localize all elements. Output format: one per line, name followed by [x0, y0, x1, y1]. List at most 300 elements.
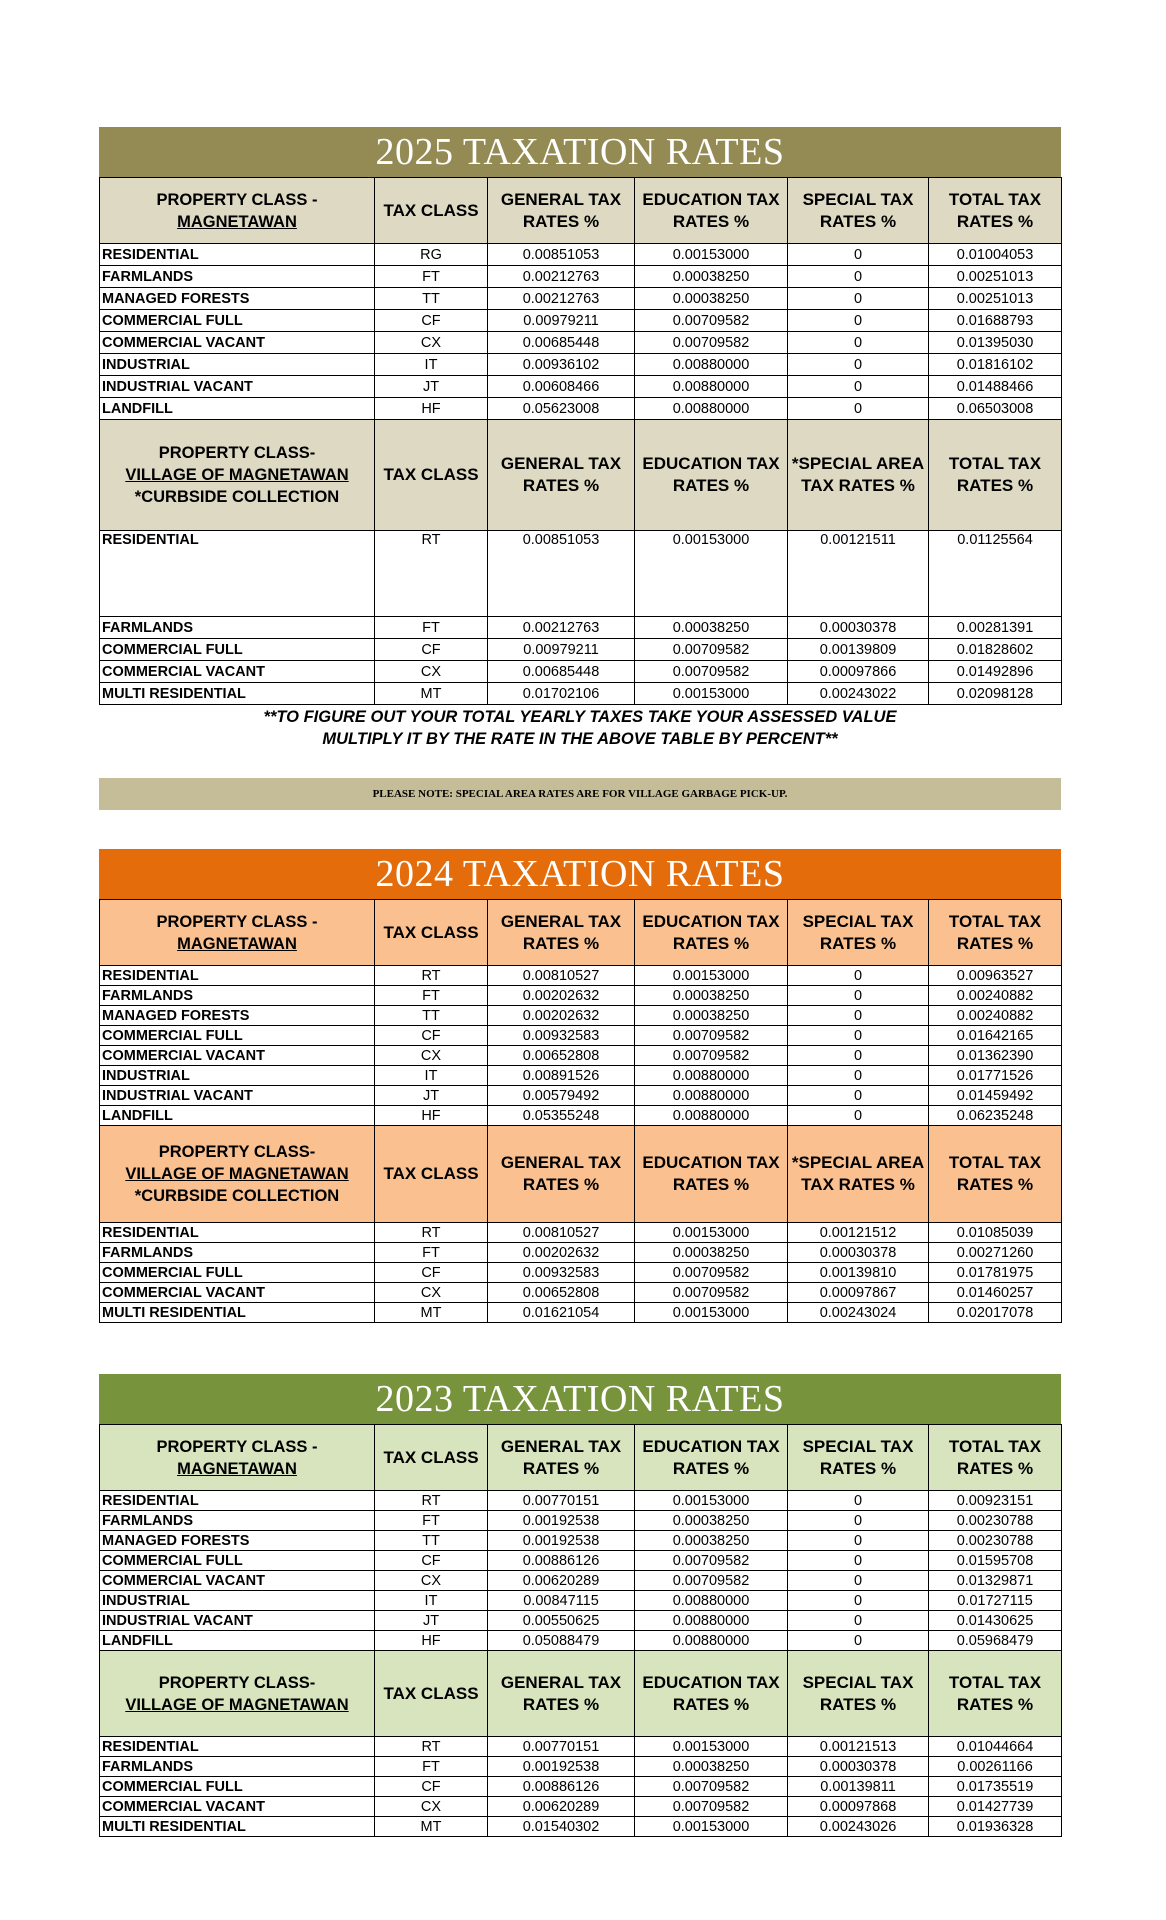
- tax-class-cell: IT: [375, 1591, 488, 1611]
- total-tax-rate-cell: 0.00963527: [929, 966, 1062, 986]
- general-tax-rate-cell: 0.05623008: [488, 398, 635, 420]
- general-tax-rate-cell: 0.00550625: [488, 1611, 635, 1631]
- special-tax-rate-cell: 0: [788, 332, 929, 354]
- general-tax-rate-cell: 0.00770151: [488, 1491, 635, 1511]
- general-tax-rate-cell: 0.00770151: [488, 1737, 635, 1757]
- tax-class-cell: CX: [375, 1046, 488, 1066]
- table-row: [100, 1511, 1062, 1531]
- general-tax-rate-cell: 0.00192538: [488, 1757, 635, 1777]
- general-tax-rate-cell: 0.00932583: [488, 1026, 635, 1046]
- general-tax-rate-cell: 0.00979211: [488, 310, 635, 332]
- table-row: [100, 1066, 1062, 1086]
- property-class-cell: COMMERCIAL FULL: [100, 310, 375, 332]
- property-class-header: PROPERTY CLASS- VILLAGE OF MAGNETAWAN: [100, 1651, 375, 1737]
- education-tax-rate-cell: 0.00709582: [635, 661, 788, 683]
- special-tax-rate-cell: 0: [788, 1491, 929, 1511]
- special-tax-rate-cell: 0: [788, 1046, 929, 1066]
- property-class-cell: MULTI RESIDENTIAL: [100, 1817, 375, 1837]
- total-tax-rate-cell: 0.01362390: [929, 1046, 1062, 1066]
- general-tax-rate-cell: 0.00652808: [488, 1046, 635, 1066]
- special-tax-rate-cell: 0: [788, 986, 929, 1006]
- tax-class-cell: JT: [375, 376, 488, 398]
- education-tax-rate-cell: 0.00880000: [635, 1611, 788, 1631]
- property-class-cell: RESIDENTIAL: [100, 1223, 375, 1243]
- property-class-cell: INDUSTRIAL VACANT: [100, 1086, 375, 1106]
- table-row: [100, 1817, 1062, 1837]
- tax-class-cell: CF: [375, 1026, 488, 1046]
- property-class-cell: RESIDENTIAL: [100, 1737, 375, 1757]
- education-tax-rate-cell: 0.00038250: [635, 1511, 788, 1531]
- total-tax-header: TOTAL TAX RATES %: [929, 1651, 1062, 1737]
- special-tax-rate-cell: 0.00121513: [788, 1737, 929, 1757]
- property-class-cell: RESIDENTIAL: [100, 531, 375, 617]
- table-row: [100, 1797, 1062, 1817]
- education-tax-rate-cell: 0.00153000: [635, 1817, 788, 1837]
- property-class-cell: COMMERCIAL FULL: [100, 1263, 375, 1283]
- table-row: [100, 354, 1062, 376]
- special-tax-rate-cell: 0.00097868: [788, 1797, 929, 1817]
- tax-class-cell: RT: [375, 1737, 488, 1757]
- special-tax-rate-cell: 0: [788, 1551, 929, 1571]
- total-tax-rate-cell: 0.01781975: [929, 1263, 1062, 1283]
- total-tax-rate-cell: 0.01727115: [929, 1591, 1062, 1611]
- general-tax-rate-cell: 0.00212763: [488, 288, 635, 310]
- general-tax-rate-cell: 0.01702106: [488, 683, 635, 705]
- special-tax-rate-cell: 0: [788, 1026, 929, 1046]
- total-tax-rate-cell: 0.01430625: [929, 1611, 1062, 1631]
- table-row: [100, 288, 1062, 310]
- tax-class-cell: RT: [375, 1223, 488, 1243]
- general-tax-rate-cell: 0.00579492: [488, 1086, 635, 1106]
- education-tax-rate-cell: 0.00153000: [635, 683, 788, 705]
- special-tax-rate-cell: 0: [788, 266, 929, 288]
- total-tax-rate-cell: 0.01595708: [929, 1551, 1062, 1571]
- property-class-header: PROPERTY CLASS- VILLAGE OF MAGNETAWAN *CURBSIDE COLLECTION: [100, 1126, 375, 1223]
- education-tax-rate-cell: 0.00153000: [635, 531, 788, 617]
- total-tax-rate-cell: 0.01459492: [929, 1086, 1062, 1106]
- total-tax-rate-cell: 0.01642165: [929, 1026, 1062, 1046]
- general-tax-rate-cell: 0.00810527: [488, 1223, 635, 1243]
- property-class-cell: COMMERCIAL FULL: [100, 1026, 375, 1046]
- tax-class-cell: RG: [375, 244, 488, 266]
- special-tax-rate-cell: 0.00139809: [788, 639, 929, 661]
- education-tax-rate-cell: 0.00153000: [635, 1303, 788, 1323]
- tax-class-cell: TT: [375, 1006, 488, 1026]
- total-tax-rate-cell: 0.01936328: [929, 1817, 1062, 1837]
- special-tax-rate-cell: 0.00139810: [788, 1263, 929, 1283]
- table-row: [100, 1611, 1062, 1631]
- tax-class-cell: RT: [375, 531, 488, 617]
- general-tax-rate-cell: 0.00192538: [488, 1511, 635, 1531]
- total-tax-rate-cell: 0.00251013: [929, 288, 1062, 310]
- tax-class-header: TAX CLASS: [375, 420, 488, 531]
- table-row: [100, 1591, 1062, 1611]
- property-class-cell: COMMERCIAL FULL: [100, 1777, 375, 1797]
- general-tax-rate-cell: 0.00932583: [488, 1263, 635, 1283]
- table-row: [100, 639, 1062, 661]
- general-tax-rate-cell: 0.00847115: [488, 1591, 635, 1611]
- table-row: [100, 1777, 1062, 1797]
- header-row: [100, 1425, 1062, 1491]
- special-tax-rate-cell: 0.00121511: [788, 531, 929, 617]
- section-title-2024: 2024 TAXATION RATES: [99, 849, 1061, 899]
- header-row: [100, 178, 1062, 244]
- education-tax-rate-cell: 0.00709582: [635, 310, 788, 332]
- instructions-note: [99, 706, 1061, 750]
- total-tax-rate-cell: 0.00923151: [929, 1491, 1062, 1511]
- special-tax-rate-cell: 0: [788, 1006, 929, 1026]
- special-tax-rate-cell: 0: [788, 1611, 929, 1631]
- table-row: [100, 376, 1062, 398]
- tax-class-cell: RT: [375, 966, 488, 986]
- general-tax-rate-cell: 0.00851053: [488, 244, 635, 266]
- table-row: [100, 1303, 1062, 1323]
- education-tax-header: EDUCATION TAX RATES %: [635, 900, 788, 966]
- general-tax-rate-cell: 0.05088479: [488, 1631, 635, 1651]
- special-tax-header: SPECIAL TAX RATES %: [788, 1425, 929, 1491]
- tax-class-cell: CF: [375, 639, 488, 661]
- property-class-cell: FARMLANDS: [100, 986, 375, 1006]
- table-row: [100, 266, 1062, 288]
- general-tax-rate-cell: 0.00685448: [488, 332, 635, 354]
- total-tax-rate-cell: 0.05968479: [929, 1631, 1062, 1651]
- property-class-cell: INDUSTRIAL VACANT: [100, 1611, 375, 1631]
- property-class-cell: COMMERCIAL VACANT: [100, 1571, 375, 1591]
- tax-class-cell: FT: [375, 617, 488, 639]
- education-tax-rate-cell: 0.00038250: [635, 617, 788, 639]
- special-tax-rate-cell: 0.00139811: [788, 1777, 929, 1797]
- education-tax-rate-cell: 0.00038250: [635, 986, 788, 1006]
- table-row: [100, 1106, 1062, 1126]
- table-row: [100, 1046, 1062, 1066]
- table-row: [100, 244, 1062, 266]
- total-tax-rate-cell: 0.01735519: [929, 1777, 1062, 1797]
- tax-class-cell: FT: [375, 266, 488, 288]
- special-tax-rate-cell: 0: [788, 354, 929, 376]
- tax-class-cell: TT: [375, 288, 488, 310]
- total-tax-rate-cell: 0.00281391: [929, 617, 1062, 639]
- general-tax-rate-cell: 0.00685448: [488, 661, 635, 683]
- special-tax-rate-cell: 0: [788, 1086, 929, 1106]
- total-tax-rate-cell: 0.01688793: [929, 310, 1062, 332]
- general-tax-rate-cell: 0.00212763: [488, 617, 635, 639]
- property-class-cell: MULTI RESIDENTIAL: [100, 1303, 375, 1323]
- special-area-note-bar: PLEASE NOTE: SPECIAL AREA RATES ARE FOR VILLAGE GARBAGE PICK-UP.: [99, 778, 1061, 810]
- rates-table-2025: [99, 177, 1062, 705]
- education-tax-rate-cell: 0.00880000: [635, 1106, 788, 1126]
- education-tax-header: EDUCATION TAX RATES %: [635, 178, 788, 244]
- property-class-header: PROPERTY CLASS- VILLAGE OF MAGNETAWAN *CURBSIDE COLLECTION: [100, 420, 375, 531]
- tax-class-cell: CF: [375, 1777, 488, 1797]
- special-tax-rate-cell: 0: [788, 1531, 929, 1551]
- property-class-cell: COMMERCIAL VACANT: [100, 661, 375, 683]
- special-tax-rate-cell: 0: [788, 398, 929, 420]
- table-row: [100, 986, 1062, 1006]
- tax-class-cell: CX: [375, 661, 488, 683]
- total-tax-rate-cell: 0.02017078: [929, 1303, 1062, 1323]
- general-tax-rate-cell: 0.00620289: [488, 1571, 635, 1591]
- general-tax-header: GENERAL TAX RATES %: [488, 1651, 635, 1737]
- table-row: [100, 1631, 1062, 1651]
- education-tax-rate-cell: 0.00880000: [635, 1086, 788, 1106]
- instructions-line-1: **TO FIGURE OUT YOUR TOTAL YEARLY TAXES TAKE YOUR ASSESSED VALUE: [263, 708, 897, 726]
- property-class-cell: FARMLANDS: [100, 1243, 375, 1263]
- property-class-cell: FARMLANDS: [100, 617, 375, 639]
- tax-class-cell: MT: [375, 1817, 488, 1837]
- tax-class-cell: MT: [375, 1303, 488, 1323]
- property-class-cell: MULTI RESIDENTIAL: [100, 683, 375, 705]
- tax-class-header: TAX CLASS: [375, 1425, 488, 1491]
- education-tax-rate-cell: 0.00153000: [635, 1737, 788, 1757]
- special-tax-rate-cell: 0: [788, 966, 929, 986]
- tax-class-header: TAX CLASS: [375, 178, 488, 244]
- tax-class-cell: IT: [375, 354, 488, 376]
- property-class-cell: MANAGED FORESTS: [100, 1531, 375, 1551]
- general-tax-rate-cell: 0.00851053: [488, 531, 635, 617]
- general-tax-header: GENERAL TAX RATES %: [488, 1425, 635, 1491]
- education-tax-rate-cell: 0.00038250: [635, 1757, 788, 1777]
- general-tax-rate-cell: 0.00652808: [488, 1283, 635, 1303]
- tax-class-cell: IT: [375, 1066, 488, 1086]
- tax-class-cell: FT: [375, 1243, 488, 1263]
- education-tax-rate-cell: 0.00038250: [635, 266, 788, 288]
- property-class-cell: INDUSTRIAL: [100, 1591, 375, 1611]
- education-tax-rate-cell: 0.00709582: [635, 1797, 788, 1817]
- special-area-tax-header: *SPECIAL AREA TAX RATES %: [788, 420, 929, 531]
- special-tax-rate-cell: 0: [788, 1631, 929, 1651]
- tax-class-cell: RT: [375, 1491, 488, 1511]
- education-tax-rate-cell: 0.00880000: [635, 354, 788, 376]
- tax-class-cell: TT: [375, 1531, 488, 1551]
- tax-class-cell: HF: [375, 1631, 488, 1651]
- total-tax-header: TOTAL TAX RATES %: [929, 420, 1062, 531]
- property-class-cell: FARMLANDS: [100, 1511, 375, 1531]
- education-tax-rate-cell: 0.00038250: [635, 1006, 788, 1026]
- education-tax-rate-cell: 0.00880000: [635, 1631, 788, 1651]
- table-row: [100, 398, 1062, 420]
- property-class-cell: INDUSTRIAL: [100, 354, 375, 376]
- property-class-cell: COMMERCIAL VACANT: [100, 1046, 375, 1066]
- property-class-cell: COMMERCIAL FULL: [100, 1551, 375, 1571]
- education-tax-rate-cell: 0.00038250: [635, 288, 788, 310]
- tax-class-cell: CF: [375, 1551, 488, 1571]
- property-class-cell: RESIDENTIAL: [100, 1491, 375, 1511]
- table-row: [100, 1243, 1062, 1263]
- property-class-cell: COMMERCIAL VACANT: [100, 332, 375, 354]
- total-tax-rate-cell: 0.00230788: [929, 1511, 1062, 1531]
- special-tax-rate-cell: 0: [788, 1106, 929, 1126]
- tax-class-header: TAX CLASS: [375, 900, 488, 966]
- special-tax-rate-cell: 0.00243022: [788, 683, 929, 705]
- education-tax-rate-cell: 0.00709582: [635, 1777, 788, 1797]
- property-class-header: PROPERTY CLASS - MAGNETAWAN: [100, 178, 375, 244]
- general-tax-rate-cell: 0.00810527: [488, 966, 635, 986]
- general-tax-rate-cell: 0.00192538: [488, 1531, 635, 1551]
- property-class-cell: LANDFILL: [100, 398, 375, 420]
- education-tax-rate-cell: 0.00153000: [635, 244, 788, 266]
- general-tax-rate-cell: 0.00608466: [488, 376, 635, 398]
- education-tax-rate-cell: 0.00880000: [635, 1066, 788, 1086]
- special-tax-rate-cell: 0: [788, 310, 929, 332]
- header-row: [100, 420, 1062, 531]
- total-tax-rate-cell: 0.01828602: [929, 639, 1062, 661]
- special-tax-rate-cell: 0.00030378: [788, 617, 929, 639]
- property-class-cell: COMMERCIAL VACANT: [100, 1797, 375, 1817]
- header-row: [100, 1126, 1062, 1223]
- education-tax-rate-cell: 0.00153000: [635, 1491, 788, 1511]
- general-tax-rate-cell: 0.01621054: [488, 1303, 635, 1323]
- total-tax-rate-cell: 0.01125564: [929, 531, 1062, 617]
- property-class-cell: LANDFILL: [100, 1106, 375, 1126]
- tax-class-cell: CX: [375, 1797, 488, 1817]
- education-tax-header: EDUCATION TAX RATES %: [635, 1651, 788, 1737]
- education-tax-rate-cell: 0.00038250: [635, 1243, 788, 1263]
- general-tax-header: GENERAL TAX RATES %: [488, 1126, 635, 1223]
- section-title-2025: 2025 TAXATION RATES: [99, 127, 1061, 177]
- table-row: [100, 310, 1062, 332]
- general-tax-rate-cell: 0.00936102: [488, 354, 635, 376]
- table-row: [100, 531, 1062, 617]
- total-tax-rate-cell: 0.00240882: [929, 1006, 1062, 1026]
- property-class-cell: LANDFILL: [100, 1631, 375, 1651]
- general-tax-rate-cell: 0.00891526: [488, 1066, 635, 1086]
- total-tax-rate-cell: 0.00261166: [929, 1757, 1062, 1777]
- property-class-cell: MANAGED FORESTS: [100, 1006, 375, 1026]
- section-title-2023: 2023 TAXATION RATES: [99, 1374, 1061, 1424]
- table-row: [100, 1263, 1062, 1283]
- education-tax-rate-cell: 0.00709582: [635, 1551, 788, 1571]
- table-row: [100, 1737, 1062, 1757]
- special-tax-rate-cell: 0: [788, 1591, 929, 1611]
- property-class-cell: INDUSTRIAL: [100, 1066, 375, 1086]
- table-row: [100, 683, 1062, 705]
- general-tax-rate-cell: 0.00620289: [488, 1797, 635, 1817]
- total-tax-rate-cell: 0.02098128: [929, 683, 1062, 705]
- tax-class-cell: FT: [375, 1511, 488, 1531]
- education-tax-rate-cell: 0.00709582: [635, 1283, 788, 1303]
- total-tax-rate-cell: 0.00251013: [929, 266, 1062, 288]
- property-class-cell: RESIDENTIAL: [100, 966, 375, 986]
- property-class-cell: FARMLANDS: [100, 266, 375, 288]
- general-tax-header: GENERAL TAX RATES %: [488, 900, 635, 966]
- tax-class-cell: HF: [375, 398, 488, 420]
- property-class-header: PROPERTY CLASS - MAGNETAWAN: [100, 900, 375, 966]
- total-tax-rate-cell: 0.01329871: [929, 1571, 1062, 1591]
- tax-class-header: TAX CLASS: [375, 1651, 488, 1737]
- general-tax-header: GENERAL TAX RATES %: [488, 178, 635, 244]
- general-tax-rate-cell: 0.00202632: [488, 1243, 635, 1263]
- special-tax-rate-cell: 0.00243024: [788, 1303, 929, 1323]
- special-tax-rate-cell: 0.00030378: [788, 1757, 929, 1777]
- total-tax-rate-cell: 0.00230788: [929, 1531, 1062, 1551]
- rates-table-2023: [99, 1424, 1062, 1837]
- total-tax-header: TOTAL TAX RATES %: [929, 1126, 1062, 1223]
- total-tax-rate-cell: 0.01492896: [929, 661, 1062, 683]
- property-class-cell: RESIDENTIAL: [100, 244, 375, 266]
- tax-class-cell: CF: [375, 310, 488, 332]
- tax-class-cell: HF: [375, 1106, 488, 1126]
- education-tax-rate-cell: 0.00880000: [635, 398, 788, 420]
- header-row: [100, 900, 1062, 966]
- special-tax-header: SPECIAL TAX RATES %: [788, 178, 929, 244]
- general-tax-rate-cell: 0.05355248: [488, 1106, 635, 1126]
- property-class-cell: COMMERCIAL FULL: [100, 639, 375, 661]
- table-row: [100, 1491, 1062, 1511]
- property-class-cell: COMMERCIAL VACANT: [100, 1283, 375, 1303]
- tax-class-cell: CF: [375, 1263, 488, 1283]
- general-tax-header: GENERAL TAX RATES %: [488, 420, 635, 531]
- general-tax-rate-cell: 0.00212763: [488, 266, 635, 288]
- total-tax-rate-cell: 0.01004053: [929, 244, 1062, 266]
- table-row: [100, 1571, 1062, 1591]
- special-tax-rate-cell: 0: [788, 1511, 929, 1531]
- education-tax-rate-cell: 0.00038250: [635, 1531, 788, 1551]
- education-tax-rate-cell: 0.00709582: [635, 1263, 788, 1283]
- special-tax-rate-cell: 0.00097866: [788, 661, 929, 683]
- total-tax-rate-cell: 0.01044664: [929, 1737, 1062, 1757]
- special-tax-rate-cell: 0.00030378: [788, 1243, 929, 1263]
- total-tax-rate-cell: 0.01085039: [929, 1223, 1062, 1243]
- table-row: [100, 966, 1062, 986]
- general-tax-rate-cell: 0.00202632: [488, 1006, 635, 1026]
- instructions-line-2: MULTIPLY IT BY THE RATE IN THE ABOVE TABLE BY PERCENT**: [322, 730, 838, 748]
- general-tax-rate-cell: 0.00886126: [488, 1551, 635, 1571]
- table-row: [100, 1086, 1062, 1106]
- education-tax-rate-cell: 0.00880000: [635, 376, 788, 398]
- table-row: [100, 1757, 1062, 1777]
- total-tax-header: TOTAL TAX RATES %: [929, 900, 1062, 966]
- table-row: [100, 661, 1062, 683]
- table-row: [100, 617, 1062, 639]
- education-tax-rate-cell: 0.00709582: [635, 1026, 788, 1046]
- special-tax-rate-cell: 0: [788, 1571, 929, 1591]
- education-tax-header: EDUCATION TAX RATES %: [635, 1425, 788, 1491]
- total-tax-rate-cell: 0.06235248: [929, 1106, 1062, 1126]
- education-tax-header: EDUCATION TAX RATES %: [635, 1126, 788, 1223]
- property-class-cell: INDUSTRIAL VACANT: [100, 376, 375, 398]
- special-tax-rate-cell: 0.00097867: [788, 1283, 929, 1303]
- general-tax-rate-cell: 0.00979211: [488, 639, 635, 661]
- special-area-tax-header: *SPECIAL AREA TAX RATES %: [788, 1126, 929, 1223]
- total-tax-rate-cell: 0.00240882: [929, 986, 1062, 1006]
- tax-class-cell: CX: [375, 332, 488, 354]
- education-tax-rate-cell: 0.00709582: [635, 1571, 788, 1591]
- education-tax-rate-cell: 0.00709582: [635, 639, 788, 661]
- education-tax-rate-cell: 0.00153000: [635, 1223, 788, 1243]
- header-row: [100, 1651, 1062, 1737]
- tax-class-cell: FT: [375, 986, 488, 1006]
- tax-class-header: TAX CLASS: [375, 1126, 488, 1223]
- tax-class-cell: CX: [375, 1571, 488, 1591]
- tax-class-cell: JT: [375, 1086, 488, 1106]
- total-tax-header: TOTAL TAX RATES %: [929, 1425, 1062, 1491]
- table-row: [100, 1026, 1062, 1046]
- property-class-cell: MANAGED FORESTS: [100, 288, 375, 310]
- education-tax-rate-cell: 0.00709582: [635, 1046, 788, 1066]
- special-tax-rate-cell: 0: [788, 376, 929, 398]
- rates-table-2024: [99, 899, 1062, 1323]
- tax-class-cell: MT: [375, 683, 488, 705]
- education-tax-rate-cell: 0.00709582: [635, 332, 788, 354]
- special-tax-rate-cell: 0: [788, 244, 929, 266]
- special-tax-rate-cell: 0: [788, 1066, 929, 1086]
- special-tax-rate-cell: 0.00243026: [788, 1817, 929, 1837]
- total-tax-rate-cell: 0.01427739: [929, 1797, 1062, 1817]
- total-tax-rate-cell: 0.06503008: [929, 398, 1062, 420]
- tax-class-cell: JT: [375, 1611, 488, 1631]
- education-tax-rate-cell: 0.00880000: [635, 1591, 788, 1611]
- total-tax-header: TOTAL TAX RATES %: [929, 178, 1062, 244]
